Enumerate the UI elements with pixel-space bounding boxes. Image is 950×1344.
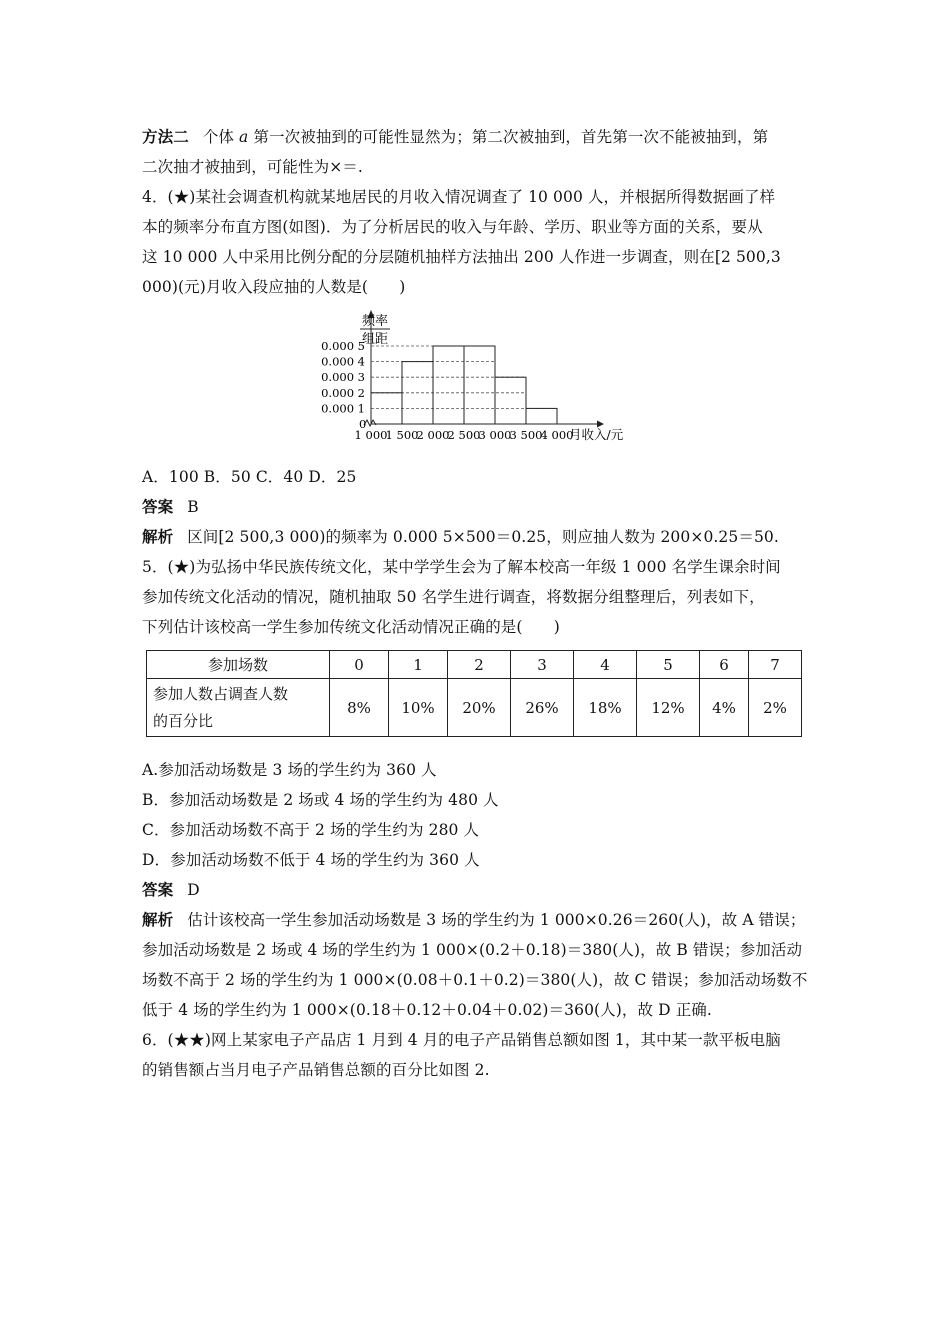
table-cell-percent: 20% xyxy=(448,679,511,737)
x-tick-label: 3 500 xyxy=(509,428,543,442)
y-tick-label: 0.000 3 xyxy=(321,370,365,385)
table-row-head-percents-line2: 的百分比 xyxy=(153,711,214,730)
q4-options: A．100 B．50 C．40 D．25 xyxy=(142,468,357,486)
y-label-denominator: 组距 xyxy=(362,332,389,347)
x-axis-label: 月收入/元 xyxy=(569,427,624,442)
q4-answer-value: B xyxy=(187,498,199,516)
q5-answer-label: 答案 xyxy=(142,881,174,899)
q5-analysis-line-3: 场数不高于 2 场的学生约为 1 000×(0.08＋0.1＋0.2)＝380(人)，故 C 错误；参加活动场数不 xyxy=(142,971,808,989)
q5-line-1: 5．(★)为弘扬中华民族传统文化，某中学学生会为了解本校高一年级 1 000 名学生课余时间 xyxy=(142,558,781,576)
method2-line-2: 二次抽才被抽到，可能性为×＝. xyxy=(142,158,363,176)
table-cell-percent: 10% xyxy=(389,679,448,737)
x-tick-label: 3 000 xyxy=(478,428,512,442)
q5-option-d: D．参加活动场数不低于 4 场的学生约为 360 人 xyxy=(142,851,480,869)
q6-line-2: 的销售额占当月电子产品销售总额的百分比如图 2. xyxy=(142,1061,490,1079)
histogram-figure xyxy=(142,308,814,460)
histogram-chart xyxy=(292,308,812,460)
table-cell-percent: 8% xyxy=(330,679,389,737)
q4-answer-label: 答案 xyxy=(142,498,174,516)
histogram-bar xyxy=(495,377,526,424)
x-tick-label: 4 000 xyxy=(540,428,574,442)
table-row-counts xyxy=(147,651,802,679)
y-tick-label: 0.000 5 xyxy=(321,339,365,353)
q5-line-3: 下列估计该校高一学生参加传统文化活动情况正确的是( ) xyxy=(142,618,560,636)
y-tick-label: 0.000 2 xyxy=(321,385,365,400)
q4-analysis-text: 区间[2 500,3 000)的频率为 0.000 5×500＝0.25，则应抽人数为 200×0.25＝50. xyxy=(187,528,779,546)
method2-label: 方法二 xyxy=(142,128,189,146)
table-row-head-percents-line1: 参加人数占调查人数 xyxy=(153,684,289,703)
table-row-head-counts: 参加场数 xyxy=(147,651,330,679)
q4-line-2: 本的频率分布直方图(如图)．为了分析居民的收入与年龄、学历、职业等方面的关系，要从 xyxy=(142,218,763,236)
table-cell-percent: 18% xyxy=(574,679,637,737)
method2-var-a: a xyxy=(239,128,249,146)
q5-analysis-line-1 xyxy=(142,905,814,935)
table-cell-count: 6 xyxy=(700,651,749,679)
table-cell-percent: 12% xyxy=(637,679,700,737)
table-cell-count: 5 xyxy=(637,651,700,679)
table-row-percents xyxy=(147,679,802,737)
table-cell-percent: 26% xyxy=(511,679,574,737)
table-row-head-percents xyxy=(147,679,330,737)
method2-text-b: 第一次被抽到的可能性显然为；第二次被抽到，首先第一次不能被抽到，第 xyxy=(248,128,769,146)
table-cell-count: 3 xyxy=(511,651,574,679)
document-page xyxy=(142,122,814,1085)
q4-line-4: 000)(元)月收入段应抽的人数是( ) xyxy=(142,278,406,296)
method2-line-1 xyxy=(142,122,814,152)
q5-analysis-label: 解析 xyxy=(142,911,174,929)
participation-table xyxy=(146,650,802,737)
q4-line-3: 这 10 000 人中采用比例分配的分层随机抽样方法抽出 200 人作进一步调查，则在[2 500,3 xyxy=(142,248,781,266)
table-cell-count: 1 xyxy=(389,651,448,679)
x-tick-label: 1 000 xyxy=(354,428,388,442)
x-tick-label: 1 500 xyxy=(385,428,419,442)
histogram-bar xyxy=(464,346,495,424)
q4-line-1: 4．(★)某社会调查机构就某地居民的月收入情况调查了 10 000 人，并根据所得数据画了样 xyxy=(142,188,776,206)
q5-answer-value: D xyxy=(187,881,200,899)
origin-label: 0 xyxy=(359,417,367,431)
q4-analysis-line xyxy=(142,522,814,552)
histogram-bar xyxy=(526,408,557,424)
q5-answer-line xyxy=(142,875,814,905)
y-label-numerator: 频率 xyxy=(362,314,389,329)
q4-answer-line xyxy=(142,492,814,522)
x-tick-label: 2 500 xyxy=(447,428,481,442)
q5-line-2: 参加传统文化活动的情况，随机抽取 50 名学生进行调查，将数据分组整理后，列表如下， xyxy=(142,588,765,606)
q5-analysis-text-1: 估计该校高一学生参加活动场数是 3 场的学生约为 1 000×0.26＝260(人)，故 A 错误； xyxy=(187,911,806,929)
y-tick-label: 0.000 4 xyxy=(321,354,365,369)
y-tick-label: 0.000 1 xyxy=(321,401,365,416)
method2-text-a: 个体 xyxy=(202,128,240,146)
q5-option-a: A.参加活动场数是 3 场的学生约为 360 人 xyxy=(142,761,437,779)
table-cell-count: 7 xyxy=(749,651,802,679)
q5-analysis-line-4: 低于 4 场的学生约为 1 000×(0.18＋0.12＋0.04＋0.02)＝360(人)，故 D 正确. xyxy=(142,1001,712,1019)
table-cell-count: 4 xyxy=(574,651,637,679)
table-cell-count: 0 xyxy=(330,651,389,679)
q6-line-1: 6．(★★)网上某家电子产品店 1 月到 4 月的电子产品销售总额如图 1，其中某一款平板电脑 xyxy=(142,1031,781,1049)
table-cell-percent: 2% xyxy=(749,679,802,737)
q5-option-c: C．参加活动场数不高于 2 场的学生约为 280 人 xyxy=(142,821,480,839)
q4-analysis-label: 解析 xyxy=(142,528,174,546)
q5-option-b: B．参加活动场数是 2 场或 4 场的学生约为 480 人 xyxy=(142,791,499,809)
q5-analysis-line-2: 参加活动场数是 2 场或 4 场的学生约为 1 000×(0.2＋0.18)＝380(人)，故 B 错误；参加活动 xyxy=(142,941,803,959)
histogram-bar xyxy=(433,346,464,424)
table-cell-percent: 4% xyxy=(700,679,749,737)
table-cell-count: 2 xyxy=(448,651,511,679)
x-tick-label: 2 000 xyxy=(416,428,450,442)
